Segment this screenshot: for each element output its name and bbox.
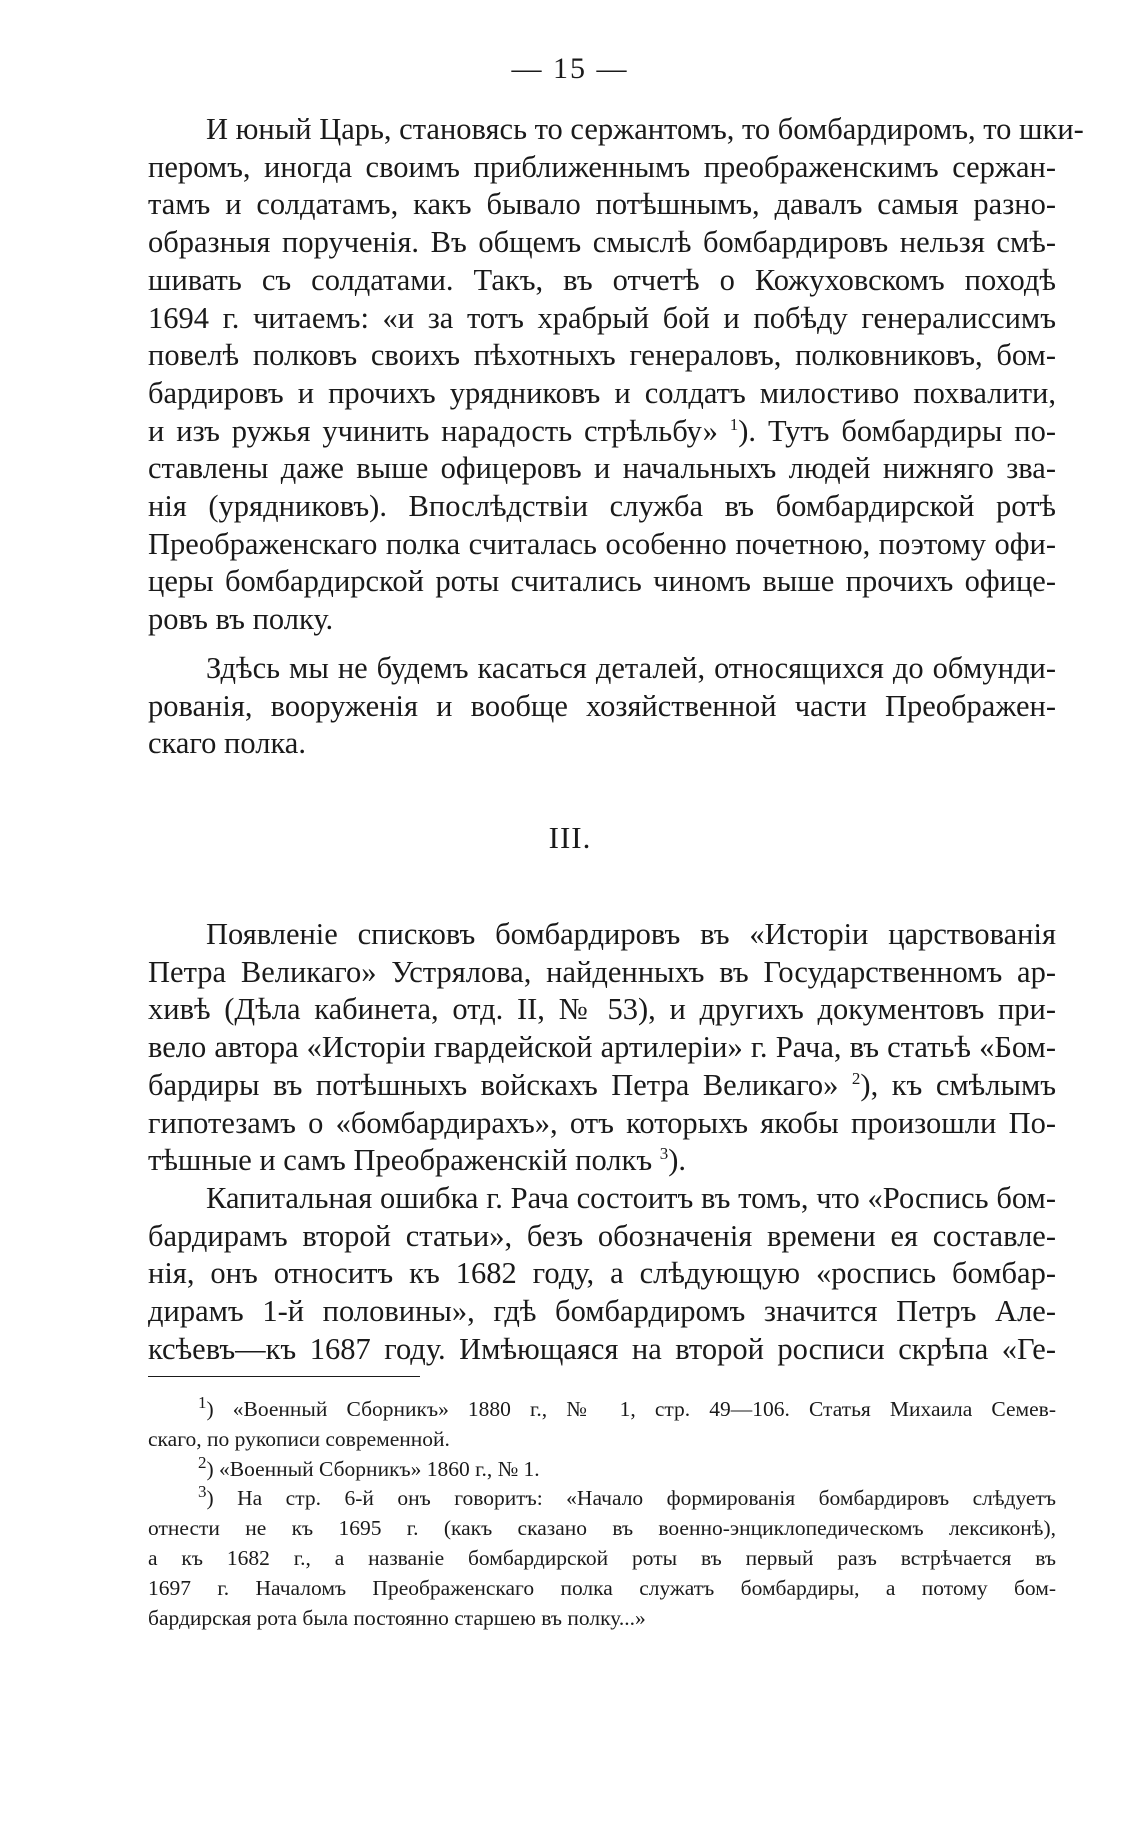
footnote-divider: [148, 1376, 420, 1377]
footnote-ref: 2: [851, 1068, 861, 1088]
footnote-mark: 3: [198, 1482, 207, 1502]
text-line: ксѣевъ—къ 1687 году. Имѣющаяся на второй росписи скрѣпа «Ге-: [148, 1331, 1056, 1366]
text-line-with-footnote: [148, 1142, 1056, 1180]
text-line: бардировъ и прочихъ урядниковъ и солдатъ милостиво похвалити,: [148, 375, 1056, 410]
paragraph-2: [148, 650, 1056, 763]
text-line: вело автора «Исторіи гвардейской артилеріи» г. Рача, въ статьѣ «Бом-: [148, 1030, 1056, 1065]
text-line-start: тѣшные и самъ Преображенскій полкъ: [148, 1143, 653, 1178]
footnote-mark: 1: [198, 1392, 207, 1412]
text-line-with-footnote: [148, 413, 1056, 451]
paragraph-3: [148, 916, 1056, 1180]
text-line-end: ).: [668, 1143, 687, 1178]
text-line: Петра Великаго» Устрялова, найденныхъ въ Государственномъ ар-: [148, 954, 1056, 989]
footnote-text: скаго, по рукописи современной.: [148, 1426, 450, 1451]
text-line: ставлены даже выше офицеровъ и начальныхъ людей нижняго зва-: [148, 451, 1056, 486]
text-line: 1694 г. читаемъ: «и за тотъ храбрый бой и побѣду генералиссимъ: [148, 300, 1056, 335]
footnote-text: отнести не къ 1695 г. (какъ сказано въ военно-энциклопедическомъ лексиконѣ),: [148, 1516, 1056, 1541]
text-line: нія (урядниковъ). Впослѣдствіи служба въ бомбардирской ротѣ: [148, 489, 1056, 524]
footnote-text: 1697 г. Началомъ Преображенскаго полка служатъ бомбардиры, а потому бом-: [148, 1575, 1056, 1600]
text-line: И юный Царь, становясь то сержантомъ, то бомбардиромъ, то шки-: [206, 112, 1084, 146]
footnote-text: ) На стр. 6-й онъ говоритъ: «Начало формированія бомбардировъ слѣдуетъ: [206, 1486, 1056, 1511]
text-line: дирамъ 1-й половины», гдѣ бомбардиромъ значится Петръ Але-: [148, 1294, 1056, 1329]
text-line: рованія, вооруженія и вообще хозяйственной части Преображен-: [148, 688, 1056, 723]
footnote-text: ) «Военный Сборникъ» 1860 г., № 1.: [206, 1456, 540, 1481]
text-line: Появленіе списковъ бомбардировъ въ «Исторіи царствованія: [206, 917, 1056, 951]
text-line: гипотезамъ о «бомбардирахъ», отъ которыхъ якобы произошли По-: [148, 1105, 1056, 1140]
text-line: Преображенскаго полка считалась особенно почетною, поэтому офи-: [148, 526, 1056, 561]
text-line-end: ). Тутъ бомбардиры по-: [738, 413, 1056, 448]
text-line-with-footnote: [148, 1067, 1056, 1105]
footnotes: [148, 1392, 1056, 1633]
text-line: тамъ и солдатамъ, какъ бывало потѣшнымъ, давалъ самыя разно-: [148, 187, 1056, 222]
page-number: — 15 —: [511, 52, 629, 85]
section-heading: III.: [548, 820, 592, 855]
text-line: образныя порученія. Въ общемъ смыслѣ бомбардировъ нельзя смѣ-: [148, 225, 1056, 260]
text-line: шивать съ солдатами. Такъ, въ отчетѣ о Кожуховскомъ походѣ: [148, 262, 1056, 297]
footnote-ref: 3: [659, 1144, 669, 1164]
text-line: Здѣсь мы не будемъ касаться деталей, относящихся до обмунди-: [206, 651, 1056, 685]
text-line: Капитальная ошибка г. Рача состоитъ въ томъ, что «Роспись бом-: [206, 1181, 1056, 1215]
footnote-mark: 2: [198, 1452, 207, 1472]
text-line: ровъ въ полку.: [148, 602, 334, 637]
text-line-start: и изъ ружья учинить нарадость стрѣльбу»: [148, 413, 718, 448]
text-line: нія, онъ относитъ къ 1682 году, а слѣдующую «роспись бомбар-: [148, 1256, 1056, 1291]
footnote-2: [148, 1452, 1056, 1485]
footnote-text: бардирская рота была постоянно старшею въ полку...»: [148, 1605, 646, 1630]
text-line: хивѣ (Дѣла кабинета, отд. II, № 53), и другихъ документовъ при-: [148, 992, 1056, 1027]
footnote-3: [148, 1484, 1056, 1514]
paragraph-4: [148, 1180, 1056, 1369]
footnote-ref: 1: [729, 414, 739, 434]
text-line: перомъ, иногда своимъ приближеннымъ преображенскимъ сержан-: [148, 149, 1056, 184]
footnote-1: [148, 1392, 1056, 1425]
footnote-text: ) «Военный Сборникъ» 1880 г., № 1, стр. 49—106. Статья Михаила Семев-: [206, 1397, 1056, 1421]
footnote-text: а къ 1682 г., а названіе бомбардирской роты въ первый разъ встрѣчается въ: [148, 1545, 1056, 1570]
paragraph-1: [148, 111, 1084, 639]
text-line: повелѣ полковъ своихъ пѣхотныхъ генераловъ, полковниковъ, бом-: [148, 338, 1056, 373]
text-line-start: бардиры въ потѣшныхъ войскахъ Петра Великаго»: [148, 1067, 839, 1102]
text-line: церы бомбардирской роты считались чиномъ выше прочихъ офице-: [148, 564, 1056, 599]
text-line: скаго полка.: [148, 726, 306, 761]
text-line: бардирамъ второй статьи», безъ обозначенія времени ея составле-: [148, 1218, 1056, 1253]
text-line-end: ), къ смѣлымъ: [860, 1067, 1057, 1102]
